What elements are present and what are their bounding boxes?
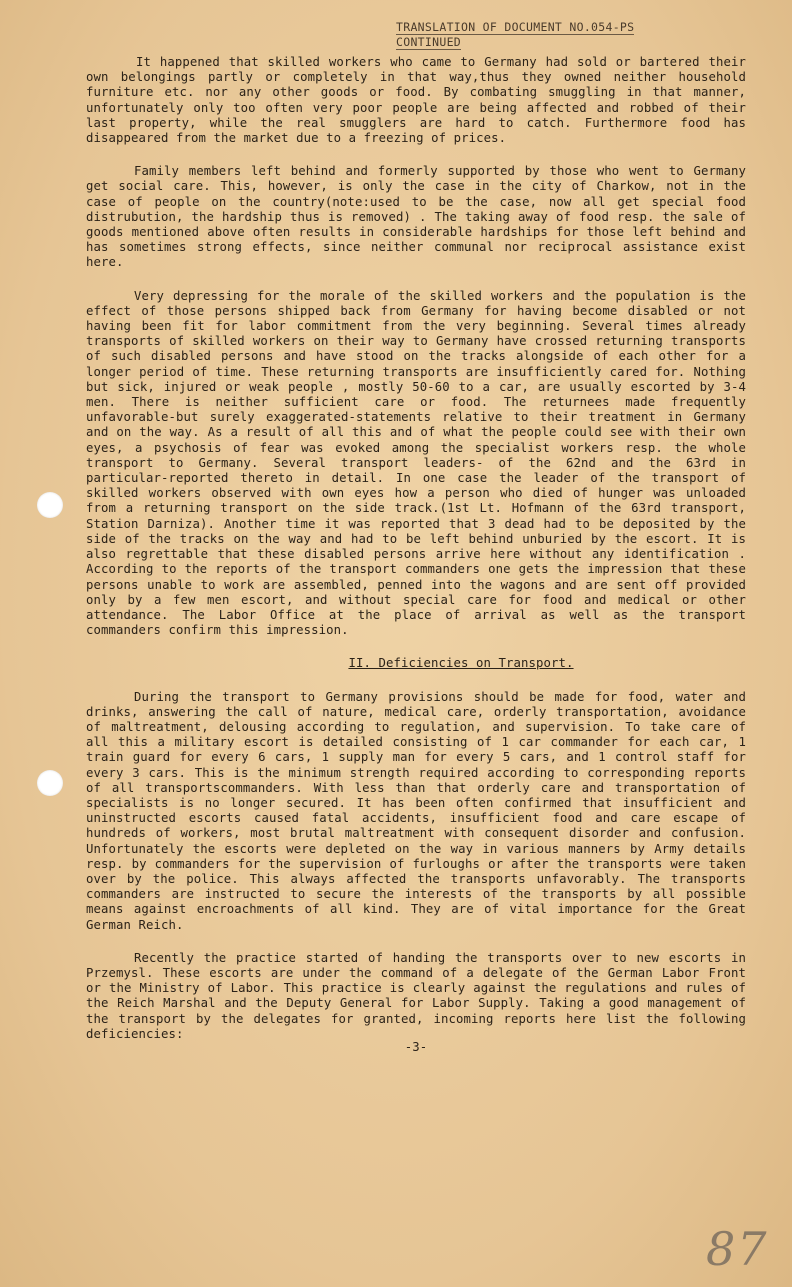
paragraph-4: During the transport to Germany provisions should be made for food, water and drinks, answering the call of nature, medical care, orderly transportation, avoidance of maltreatment, delousing according to regulation, and supervision. To take care of all this a military escort is detailed consisting of 1 car commander for each car, 1 train guard for every 6 cars, 1 supply man for every 5 cars, and 1 control staff for every 3 cars. This is the minimum strength required according to corresponding reports of all transportscommanders. With less than that orderly care and transportation of specialists is no longer secured. It has been often confirmed that insufficient and uninstructed escorts caused fatal accidents, insufficient food and care escape of hundreds of workers, most brutal maltreatment with consequent disorder and confusion. Unfortunately the escorts were depleted on the way in various manners by Army details resp. by commanders for the supervision of furloughs or after the transports were taken over by the police. This always affected the transports unfavorably. The transports commanders are instructed to secure the interests of the transports by all possible means against encroachments of all kind. They are of vital importance for the Great German Reich.: [86, 689, 746, 932]
folio-number: 87: [706, 1222, 769, 1276]
punch-hole-top: [37, 492, 63, 518]
document-header: [396, 20, 736, 50]
punch-hole-bottom: [37, 770, 63, 796]
paragraph-5: Recently the practice started of handing the transports over to new escorts in Przemysl. These escorts are under the command of a delegate of the German Labor Front or the Ministry of Labor. This practice is clearly against the regulations and rules of the Reich Marshal and the Deputy General for Labor Supply. Taking a good management of the transport by the delegates for granted, incoming reports here list the following deficiencies:: [86, 950, 746, 1041]
paragraph-3: Very depressing for the morale of the skilled workers and the population is the effect of those persons shipped back from Germany for having become disabled or not having been fit for labor commitment from the very beginning. Several times already transports of skilled workers on their way to Germany have crossed returning transports of such disabled persons and have stood on the tracks alongside of each other for a longer period of time. These returning transports are insufficiently cared for. Nothing but sick, injured or weak people , mostly 50-60 to a car, are usually escorted by 3-4 men. There is neither sufficient care or food. The returnees made frequently unfavorable-but surely exaggerated-statements relative to their treatment in Germany and on the way. As a result of all this and of what the people could see with their own eyes, a psychosis of fear was evoked among the specialist workers resp. the whole transport to Germany. Several transport leaders- of the 62nd and the 63rd in particular-reported thereto in detail. In one case the leader of the transport of skilled workers observed with own eyes how a person who died of hunger was unloaded from a returning transport on the side track.(1st Lt. Hofmann of the 63rd transport, Station Darniza). Another time it was reported that 3 dead had to be deposited by the side of the tracks on the way and had to be left behind unburied by the escort. It is also regrettable that these disabled persons arrive here without any identification . According to the reports of the transport commanders one gets the impression that these persons unable to work are assembled, penned into the wagons and are sent off provided only by a few men escort, and without special care for food and medical or other attendance. The Labor Office at the place of arrival as well as the transport commanders confirm this impression.: [86, 288, 746, 638]
page-number: -3-: [404, 1039, 428, 1054]
paragraph-1: It happened that skilled workers who came to Germany had sold or bartered their own belongings partly or completely in that way,thus they owned neither household furniture etc. nor any other goods or food. By combating smuggling in that manner, unfortunately only too often very poor people are being affected and robbed of their last property, while the real smugglers are hard to catch. Furthermore food has disappeared from the market due to a freezing of prices.: [86, 55, 746, 146]
section-heading-text: II. Deficiencies on Transport.: [348, 656, 574, 671]
header-title: TRANSLATION OF DOCUMENT NO.054-PS: [396, 20, 635, 34]
section-heading: [176, 656, 746, 671]
document-body: [86, 55, 746, 1055]
header-continued: CONTINUED: [396, 35, 462, 49]
paragraph-2: Family members left behind and formerly supported by those who went to Germany get social care. This, however, is only the case in the city of Charkow, not in the case of people on the country(note:used to be the case, now all get special food distrubution, the hardship thus is removed) . The taking away of food resp. the sale of goods mentioned above often results in considerable hardships for those left behind and has sometimes strong effects, since neither communal nor reciprocal assistance exist here.: [86, 164, 746, 270]
